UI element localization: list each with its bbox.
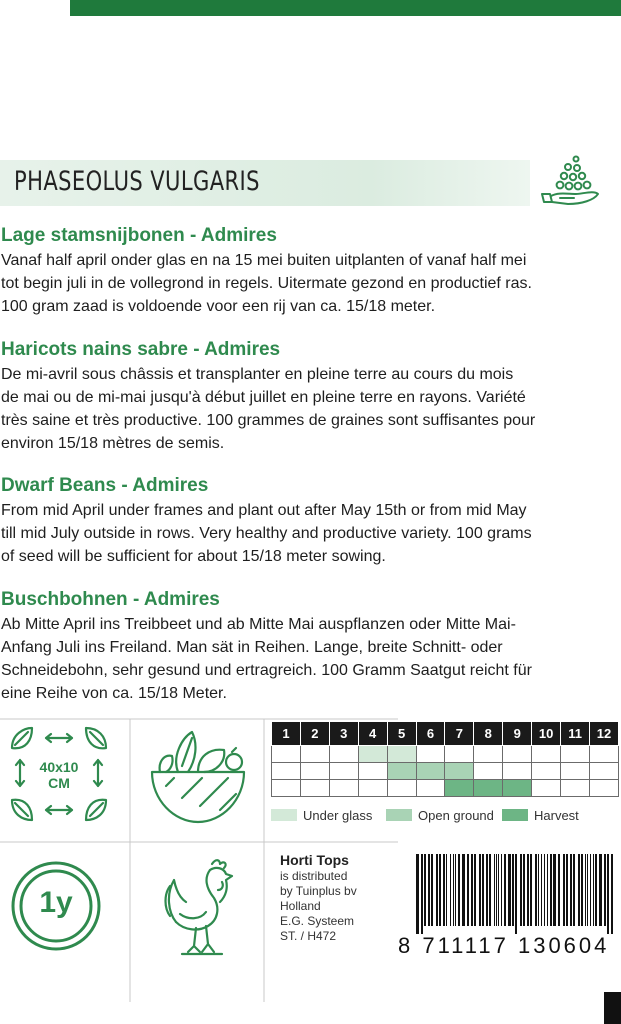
barcode-bar <box>443 854 445 926</box>
legend-swatch <box>502 809 528 821</box>
barcode-bar <box>570 854 572 926</box>
section-body-de <box>1 613 621 705</box>
calendar-month: 11 <box>561 722 590 746</box>
company-line: ST. / H472 <box>280 929 337 943</box>
calendar-month: 6 <box>416 722 445 746</box>
calendar-month: 8 <box>474 722 503 746</box>
calendar-month: 7 <box>445 722 474 746</box>
spacing-label <box>30 759 88 791</box>
calendar-cell <box>445 746 474 763</box>
vegetable-bowl-icon <box>142 726 254 826</box>
calendar-cell <box>416 746 445 763</box>
calendar-cell <box>272 763 301 780</box>
calendar-month: 1 <box>272 722 301 746</box>
calendar-row-harvest <box>272 780 619 797</box>
calendar-month: 3 <box>329 722 358 746</box>
lifecycle-label: 1y <box>39 886 73 919</box>
calendar-cell <box>503 780 532 797</box>
sowing-calendar <box>271 721 619 797</box>
barcode-bar <box>558 854 560 926</box>
barcode-bar <box>496 854 497 926</box>
barcode-bar <box>611 854 613 934</box>
legend-label: Under glass <box>303 807 373 823</box>
brand-bar <box>70 0 621 16</box>
spacing-value: 40x10 <box>39 759 79 775</box>
barcode-bar <box>494 854 495 926</box>
barcode-bar <box>421 854 423 934</box>
calendar-cell <box>387 746 416 763</box>
barcode-bar <box>436 854 438 926</box>
calendar-cell <box>532 746 561 763</box>
section-title-en: Dwarf Beans - Admires <box>1 475 209 496</box>
calendar-cell <box>503 746 532 763</box>
barcode-bar <box>553 854 556 926</box>
section-line: eine Reihe von ca. 15/18 Meter. <box>1 685 227 702</box>
calendar-cell <box>474 780 503 797</box>
barcode-bar <box>566 854 568 926</box>
barcode-bar <box>538 854 539 926</box>
barcode-bar <box>515 854 517 934</box>
calendar-cell <box>387 780 416 797</box>
company-line: by Tuinplus bv <box>280 884 357 898</box>
calendar-cell <box>416 763 445 780</box>
section-body-en <box>1 499 621 568</box>
calendar-cell <box>272 780 301 797</box>
barcode-bar <box>581 854 583 926</box>
calendar-cell <box>329 746 358 763</box>
section-body-nl <box>1 249 621 318</box>
section-line: tot begin juli in de vollegrond in regels. Uitermate gezond en productief ras. <box>1 275 532 292</box>
calendar-cell <box>300 780 329 797</box>
section-line: de mai ou de mi-mai jusqu'à début juillet en pleine terre en rayons. Variété <box>1 389 526 406</box>
calendar-month: 10 <box>532 722 561 746</box>
barcode-bar <box>599 854 602 926</box>
company-name: Horti Tops <box>280 852 349 868</box>
rooster-icon <box>160 854 248 964</box>
calendar-cell <box>590 746 619 763</box>
calendar-month: 12 <box>590 722 619 746</box>
calendar-cell <box>561 780 590 797</box>
section-line: Vanaf half april onder glas en na 15 mei buiten uitplanten of vanaf half mei <box>1 252 527 269</box>
barcode-bar <box>535 854 537 926</box>
barcode-bar <box>462 854 465 926</box>
calendar-cell <box>387 763 416 780</box>
barcode-bar <box>544 854 545 926</box>
legend-swatch <box>271 809 297 821</box>
barcode-bar <box>498 854 499 926</box>
section-line: Schneidebohn, sehr gesund und ertragreich. 100 Gramm Saatgut reicht für <box>1 662 532 679</box>
calendar-month: 9 <box>503 722 532 746</box>
calendar-cell <box>590 763 619 780</box>
barcode-bar <box>527 854 529 926</box>
section-title-fr: Haricots nains sabre - Admires <box>1 339 281 360</box>
calendar-cell <box>532 780 561 797</box>
barcode-number: 8 711117 130604 <box>398 933 610 958</box>
barcode-bar <box>453 854 454 926</box>
print-mark <box>604 992 621 1024</box>
calendar-row-open-ground <box>272 763 619 780</box>
legend-harvest <box>502 807 579 823</box>
barcode-bar <box>585 854 586 926</box>
barcode-bar <box>573 854 575 926</box>
barcode-bar <box>593 854 594 926</box>
barcode-bar <box>471 854 473 926</box>
barcode-bar <box>431 854 433 926</box>
legend-open-ground <box>386 807 494 823</box>
calendar-month-row <box>272 722 619 746</box>
legend-swatch <box>386 809 412 821</box>
barcode-bar <box>455 854 456 926</box>
barcode-bar <box>486 854 488 926</box>
spacing-unit: CM <box>48 775 70 791</box>
barcode-bar <box>530 854 532 926</box>
calendar-cell <box>358 780 387 797</box>
barcode-bar <box>474 854 476 926</box>
company-line: E.G. Systeem <box>280 914 355 928</box>
barcode-bar <box>501 854 502 926</box>
barcode-bar <box>504 854 506 926</box>
section-line: très saine et très productive. 100 grammes de graines sont suffisantes pour <box>1 412 536 429</box>
barcode-bar <box>607 854 609 934</box>
barcode-bar <box>446 854 447 926</box>
section-line: From mid April under frames and plant out after May 15th or from mid May <box>1 502 527 519</box>
barcode-bar <box>416 854 419 934</box>
barcode-bar <box>590 854 591 926</box>
calendar-cell <box>474 746 503 763</box>
barcode-bar <box>547 854 548 926</box>
barcode-bar <box>450 854 451 926</box>
hand-with-seeds-icon <box>538 154 602 210</box>
barcode-bar <box>604 854 606 926</box>
barcode-bar <box>520 854 522 926</box>
barcode-bar <box>512 854 514 926</box>
calendar-cell <box>532 763 561 780</box>
barcode-bar <box>482 854 484 926</box>
calendar-cell <box>590 780 619 797</box>
barcode-bar <box>550 854 552 926</box>
section-line: Anfang Juli ins Freiland. Man sät in Reihen. Lange, breite Schnitt- oder <box>1 639 503 656</box>
species-name: PHASEOLUS VULGARIS <box>14 166 260 197</box>
barcode-bar <box>489 854 491 926</box>
calendar-cell <box>474 763 503 780</box>
legend-label: Open ground <box>418 807 494 823</box>
calendar-row-under-glass <box>272 746 619 763</box>
calendar-month: 4 <box>358 722 387 746</box>
calendar-cell <box>358 746 387 763</box>
calendar-cell <box>358 763 387 780</box>
legend-label: Harvest <box>534 807 579 823</box>
section-line: of seed will be sufficient for about 15/18 meter sowing. <box>1 548 386 565</box>
barcode-bar <box>467 854 469 926</box>
barcode <box>414 854 618 934</box>
section-body-fr <box>1 363 621 455</box>
calendar-cell <box>416 780 445 797</box>
section-line: till mid July outside in rows. Very healthy and productive variety. 100 grams <box>1 525 532 542</box>
company-line: is distributed <box>280 869 348 883</box>
barcode-bar <box>595 854 597 926</box>
barcode-bar <box>439 854 441 926</box>
section-line: De mi-avril sous châssis et transplanter en pleine terre au cours du mois <box>1 366 514 383</box>
company-line: Holland <box>280 899 321 913</box>
section-line: 100 gram zaad is voldoende voor een rij van ca. 15/18 meter. <box>1 298 436 315</box>
barcode-bar <box>508 854 511 926</box>
section-title-de: Buschbohnen - Admires <box>1 589 220 610</box>
calendar-month: 2 <box>300 722 329 746</box>
barcode-bar <box>428 854 430 926</box>
calendar-cell <box>329 763 358 780</box>
calendar-cell <box>329 780 358 797</box>
barcode-bar <box>523 854 525 926</box>
barcode-bar <box>578 854 580 926</box>
section-line: Ab Mitte April ins Treibbeet und ab Mitte Mai auspflanzen oder Mitte Mai- <box>1 616 516 633</box>
calendar-cell <box>561 746 590 763</box>
calendar-cell <box>445 763 474 780</box>
calendar-cell <box>561 763 590 780</box>
calendar-cell <box>503 763 532 780</box>
distributor-info <box>280 852 390 944</box>
section-line: environ 15/18 mètres de semis. <box>1 435 225 452</box>
barcode-bar <box>479 854 481 926</box>
calendar-cell <box>300 746 329 763</box>
barcode-bar <box>587 854 588 926</box>
barcode-bar <box>458 854 460 926</box>
legend-under-glass <box>271 807 372 823</box>
calendar-cell <box>300 763 329 780</box>
calendar-cell <box>445 780 474 797</box>
barcode-bar <box>541 854 542 926</box>
barcode-bar <box>424 854 426 926</box>
calendar-month: 5 <box>387 722 416 746</box>
calendar-cell <box>272 746 301 763</box>
section-title-nl: Lage stamsnijbonen - Admires <box>1 225 277 246</box>
barcode-bar <box>563 854 565 926</box>
